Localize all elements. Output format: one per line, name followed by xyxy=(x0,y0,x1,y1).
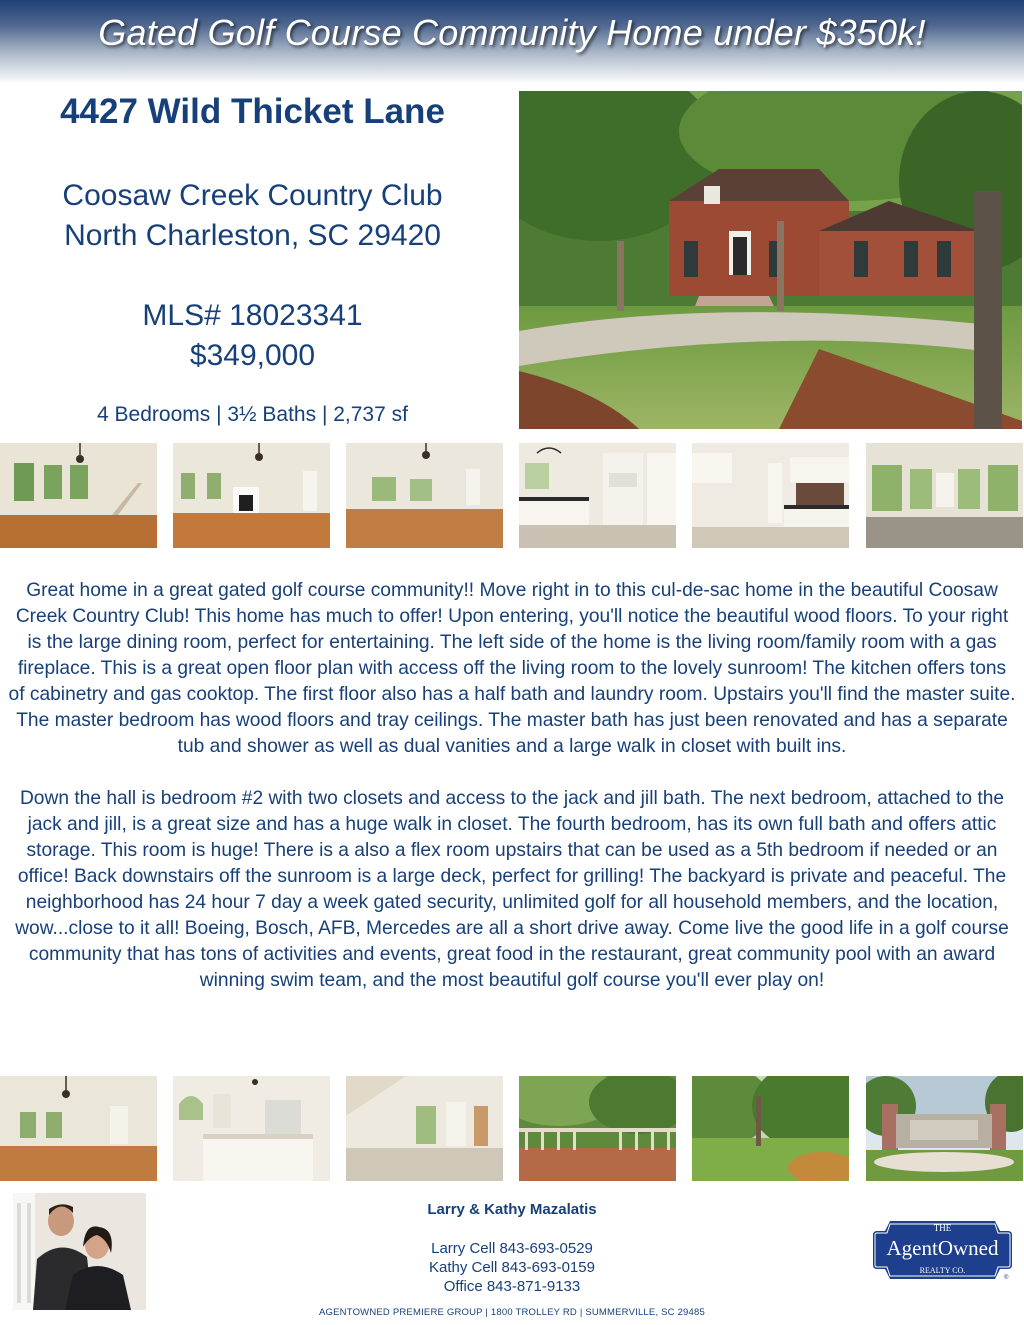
page-title: Gated Golf Course Community Home under $350k! xyxy=(98,12,926,53)
larry-cell: Larry Cell 843-693-0529 xyxy=(431,1240,593,1257)
community-name: Coosaw Creek Country Club xyxy=(62,179,443,212)
backyard-photo xyxy=(692,1076,849,1181)
deck-photo xyxy=(519,1076,676,1181)
kitchen-cooktop-photo xyxy=(692,443,849,548)
office-phone: Office 843-871-9133 xyxy=(443,1278,581,1295)
agent-names: Larry & Kathy Mazalatis xyxy=(427,1201,597,1218)
city-state-zip: North Charleston, SC 29420 xyxy=(64,219,441,252)
mls-number: MLS# 18023341 xyxy=(142,299,363,332)
community-location xyxy=(0,176,505,256)
description-paragraph-2: Down the hall is bedroom #2 with two closets and access to the jack and jill bath. The next bedroom, attached to the jack and jill, is a great size and has a huge walk in closet. The fourth bedroom, has its own full bath and offers attic storage. This room is huge! There is a also a flex room upstairs that can be used as a 5th bedroom if needed or an office! Back downstairs off the sunroom is a large deck, perfect for grilling! The backyard is private and peaceful. The neighborhood has 24 hour 7 day a week gated security, unlimited golf for all household members, and the location, wow...close to it all! Boeing, Bosch, AFB, Mercedes are all a short drive away. Come live the good life in a golf course community that has tons of activities and events, great food in the restaurant, great community pool with an award winning swim team, and the most beautiful golf course you'll ever play on! xyxy=(15,788,1009,991)
property-address: 4427 Wild Thicket Lane xyxy=(60,92,445,131)
agentowned-logo xyxy=(872,1221,1013,1281)
property-description xyxy=(8,578,1016,994)
description-paragraph-1: Great home in a great gated golf course community!! Move right in to this cul-de-sac home in the beautiful Coosaw Creek Country Club! This home has much to offer! Upon entering, you'll notice the beautiful wood floors. To your right is the large dining room, perfect for entertaining. The left side of the home is the living room/family room with a gas fireplace. This is a great open floor plan with access off the living room to the lovely sunroom! The kitchen offers tons of cabinetry and gas cooktop. The first floor also has a half bath and laundry room. Upstairs you'll find the master suite. The master bedroom has wood floors and tray ceilings. The master bath has just been renovated and has a separate tub and shower as well as dual vanities and a large walk in closet with built ins. xyxy=(8,580,1016,757)
mls-price-block xyxy=(0,296,505,376)
agents-photo xyxy=(13,1193,146,1310)
property-specs: 4 Bedrooms | 3½ Baths | 2,737 sf xyxy=(97,403,408,426)
sunroom-photo xyxy=(866,443,1023,548)
master-bedroom-photo xyxy=(0,1076,157,1181)
open-room-photo xyxy=(346,443,503,548)
house-exterior-photo xyxy=(519,91,1022,429)
master-bath-photo xyxy=(173,1076,330,1181)
logo-registered-mark: ® xyxy=(1004,1275,1009,1281)
logo-bottom-text: REALTY CO. xyxy=(919,1266,966,1275)
logo-top-text: THE xyxy=(933,1223,952,1233)
listing-price: $349,000 xyxy=(189,339,316,372)
logo-main-text: AgentOwned xyxy=(886,1236,999,1260)
header-banner xyxy=(0,0,1024,84)
kathy-cell: Kathy Cell 843-693-0159 xyxy=(429,1259,595,1276)
community-entrance-sign-photo xyxy=(866,1076,1023,1181)
contact-info xyxy=(300,1200,724,1296)
kitchen-photo xyxy=(519,443,676,548)
living-room-photo xyxy=(0,443,157,548)
family-room-fireplace-photo xyxy=(173,443,330,548)
bedroom-photo xyxy=(346,1076,503,1181)
footer-address: AGENTOWNED PREMIERE GROUP | 1800 TROLLEY RD | SUMMERVILLE, SC 29485 xyxy=(319,1307,705,1318)
